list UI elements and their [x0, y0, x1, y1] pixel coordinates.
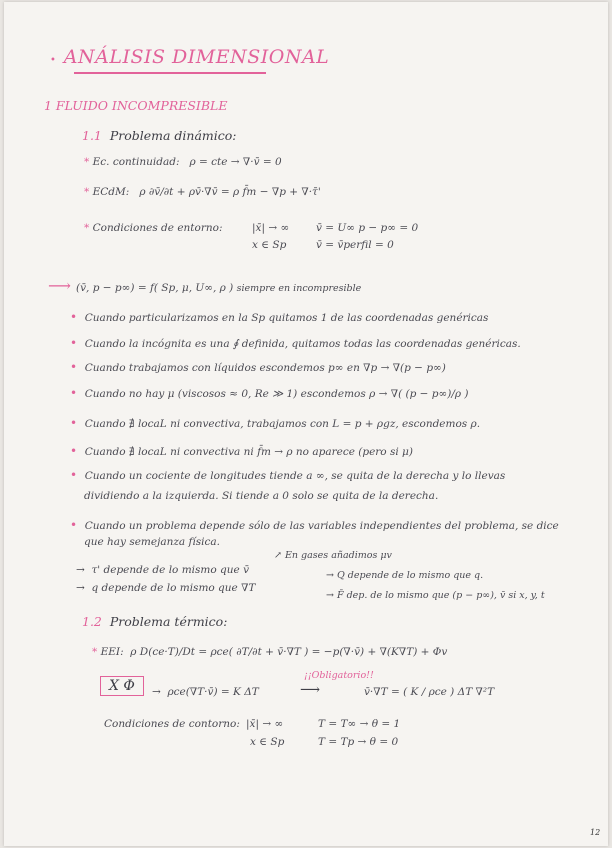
subsection-heading [82, 128, 237, 143]
list-item-text: Cuando un cociente de longitudes tiende a ∞, se quita de la derecha y lo llevas [84, 470, 506, 482]
dependency-line: ⟶ (v̄, p − p∞) = f( Sp, μ, U∞, ρ ) siempre en incompresible [48, 276, 362, 295]
boundary-condition-value: v̄ = U∞ p − p∞ = 0 [316, 222, 419, 234]
list-item-text: Cuando ∄ locaL ni convectiva ni f̄m → ρ no aparece (pero si μ) [84, 446, 413, 458]
subsection-number: 1.2 [82, 614, 102, 629]
notebook-page [4, 2, 608, 846]
boundary-condition-value: v̄ = v̄perfil = 0 [316, 239, 394, 251]
boundary-label: Condiciones de entorno: [92, 222, 223, 234]
subsection-heading [82, 614, 227, 629]
continuity-label: Ec. continuidad: [92, 156, 180, 168]
gas-note-text: En gases añadimos μv [284, 550, 392, 561]
list-item: • Cuando particularizamos en la Sp quitamos 1 de las coordenadas genéricas [70, 310, 489, 324]
subsection-label: Problema dinámico: [109, 128, 237, 143]
list-item-text: Cuando trabajamos con líquidos escondemos p∞ en ∇p → ∇(p − p∞) [84, 362, 446, 374]
momentum-label: ECdM: [92, 186, 130, 198]
momentum-equation: * ECdM: ρ ∂v̄/∂t + ρv̄·∇v̄ = ρ f̄m − ∇p + ∇·τ̄' [84, 186, 321, 198]
similarity-right-2: → F̄ dep. de lo mismo que (p − p∞), v̄ si x, y, t [326, 590, 545, 601]
boundary-condition: x ∈ Sp [250, 736, 285, 748]
title-underline [74, 72, 266, 74]
mandatory-note: ¡¡Obligatorio!! [304, 670, 374, 681]
similarity-text: F̄ dep. de lo mismo que (p − p∞), v̄ si x, y, t [336, 590, 545, 601]
thermal-result: v̄·∇T = ( K / ρce ) ΔT ∇²T [364, 686, 495, 698]
energy-value: ρ D(ce·T)/Dt = ρce( ∂T/∂t + v̄·∇T ) = −p(∇·v̄) + ∇(K∇T) + Φv [130, 646, 448, 658]
page-title: • ANÁLISIS DIMENSIONAL [50, 46, 330, 68]
list-item: • Cuando trabajamos con líquidos escondemos p∞ en ∇p → ∇(p − p∞) [70, 360, 446, 374]
similarity-text: τ' depende de lo mismo que v̄ [91, 564, 249, 576]
thermal-equation-text: ρce(∇T·v̄) = K ΔT [167, 686, 259, 698]
list-item-text: Cuando un problema depende sólo de las variables independientes del problema, se dice [84, 520, 559, 532]
boundary-condition: |x̄| → ∞ [252, 222, 290, 234]
momentum-value: ρ ∂v̄/∂t + ρv̄·∇v̄ = ρ f̄m − ∇p + ∇·τ̄' [139, 186, 321, 198]
page-number: 12 [590, 828, 601, 837]
list-item-continuation: que hay semejanza física. [84, 536, 220, 548]
list-item: • Cuando la incógnita es una ∮ definida, quitamos todas las coordenadas genéricas. [70, 336, 521, 350]
page-title-text: ANÁLISIS DIMENSIONAL [63, 46, 330, 68]
thermal-equation: → ρce(∇T·v̄) = K ΔT [152, 686, 259, 698]
list-item: • Cuando un cociente de longitudes tiende a ∞, se quita de la derecha y lo llevas [70, 468, 506, 482]
section-heading: 1 FLUIDO INCOMPRESIBLE [44, 98, 228, 113]
list-item: • Cuando un problema depende sólo de las variables independientes del problema, se dice [70, 518, 559, 532]
boundary-condition-value: T = Tp → θ = 0 [318, 736, 399, 748]
boundary-condition-value: T = T∞ → θ = 1 [318, 718, 401, 730]
energy-equation: * EEI: ρ D(ce·T)/Dt = ρce( ∂T/∂t + v̄·∇T ) = −p(∇·v̄) + ∇(K∇T) + Φv [92, 646, 448, 658]
similarity-right-1: → Q depende de lo mismo que q. [326, 570, 484, 581]
list-item-continuation: dividiendo a la izquierda. Si tiende a 0 solo se quita de la derecha. [84, 490, 439, 502]
list-item-text: Cuando particularizamos en la Sp quitamos 1 de las coordenadas genéricas [84, 312, 489, 324]
similarity-text: Q depende de lo mismo que q. [336, 570, 484, 581]
list-item-text: Cuando ∄ locaL ni convectiva, trabajamos con L = p + ρgz, escondemos ρ. [84, 418, 481, 430]
continuity-value: ρ = cte → ∇·v̄ = 0 [189, 156, 282, 168]
gas-note: ↗ En gases añadimos μv [274, 550, 392, 561]
energy-label: EEI: [100, 646, 124, 658]
similarity-text: q depende de lo mismo que ∇T [91, 582, 256, 594]
list-item: • Cuando ∄ locaL ni convectiva, trabajamos con L = p + ρgz, escondemos ρ. [70, 416, 481, 430]
list-item-text: Cuando la incógnita es una ∮ definida, quitamos todas las coordenadas genéricas. [84, 338, 521, 350]
similarity-left-2: → q depende de lo mismo que ∇T [76, 582, 256, 594]
subsection-number: 1.1 [82, 128, 102, 143]
phi-box: X Φ [100, 676, 144, 696]
subsection-label: Problema térmico: [109, 614, 228, 629]
continuity-equation: * Ec. continuidad: ρ = cte → ∇·v̄ = 0 [84, 156, 282, 168]
list-item: • Cuando ∄ locaL ni convectiva ni f̄m → ρ no aparece (pero si μ) [70, 444, 413, 458]
implies-arrow: ⟶ [300, 682, 321, 698]
boundary-label: Condiciones de contorno: [104, 718, 240, 730]
boundary-condition: |x̄| → ∞ [246, 718, 284, 730]
dependency-expression: (v̄, p − p∞) = f( Sp, μ, U∞, ρ ) [76, 282, 234, 294]
boundary-conditions-1: * Condiciones de entorno: [84, 222, 223, 234]
similarity-left-1: → τ' depende de lo mismo que v̄ [76, 564, 249, 576]
dependency-note: siempre en incompresible [236, 283, 362, 294]
list-item-text: Cuando no hay μ (viscosos ≈ 0, Re ≫ 1) escondemos ρ → ∇( (p − p∞)/ρ ) [84, 388, 469, 400]
boundary-condition: x ∈ Sp [252, 239, 287, 251]
list-item: • Cuando no hay μ (viscosos ≈ 0, Re ≫ 1) escondemos ρ → ∇( (p − p∞)/ρ ) [70, 386, 469, 400]
